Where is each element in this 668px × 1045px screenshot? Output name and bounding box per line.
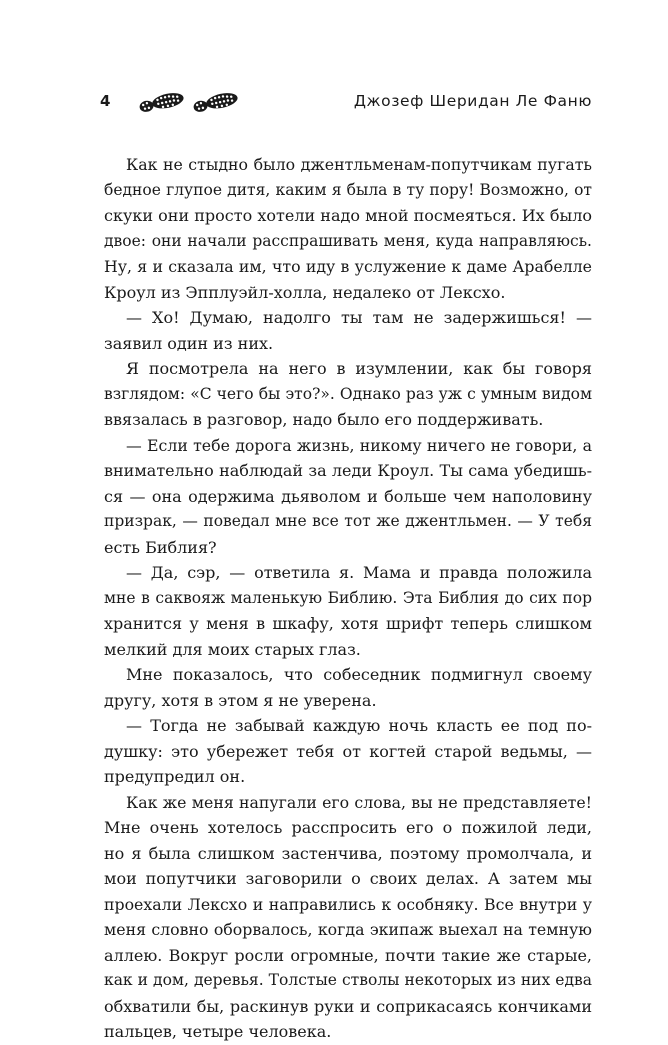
text-line: Ну, я и сказала им, что иду в услужение к даме Арабелле: [104, 257, 592, 276]
text-line: внимательно наблюдай за леди Кроул. Ты сама убедишь-: [104, 461, 592, 480]
text-line: мелкий для моих старых глаз.: [104, 639, 361, 659]
paragraph: [104, 356, 592, 433]
text-line: призрак, — поведал мне все тот же джентльмен. — У тебя: [104, 512, 592, 530]
text-line: аллею. Вокруг росли огромные, почти такие же старые,: [104, 945, 592, 965]
text-line: — Если тебе дорога жизнь, никому ничего не говори, а: [126, 435, 592, 455]
text-line: хранится у меня в шкафу, хотя шрифт теперь слишком: [104, 614, 592, 633]
text-line: мои попутчики заговорили о своих делах. А затем мы: [104, 869, 592, 888]
text-line: взглядом: «С чего бы это?». Однако раз уж с умным видом: [104, 384, 592, 403]
text-line: мне в саквояж маленькую Библию. Эта Библия до сих пор: [104, 588, 592, 607]
paragraph: [104, 433, 592, 561]
text-line: предупредил он.: [104, 767, 246, 786]
text-line: ся — она одержима дьяволом и больше чем наполовину: [104, 486, 592, 506]
text-line: Кроул из Эпплуэйл-холла, недалеко от Лексхо.: [104, 282, 506, 302]
text-line: Мне очень хотелось расспросить его о пожилой леди,: [104, 818, 592, 837]
running-title: Джозеф Шеридан Ле Фаню: [353, 92, 592, 110]
text-line: как и дом, деревья. Толстые стволы некоторых из них едва: [104, 971, 592, 989]
text-line: двое: они начали расспрашивать меня, куда направляюсь.: [104, 231, 592, 250]
text-line: другу, хотя в этом я не уверена.: [104, 690, 377, 710]
page-header: [100, 90, 592, 120]
text-line: — Тогда не забывай каждую ночь класть ее под по-: [126, 716, 592, 735]
text-line: ввязалась в разговор, надо было его поддерживать.: [104, 410, 544, 429]
text-line: есть Библия?: [104, 537, 217, 557]
text-line: Как не стыдно было джентльменам-попутчикам пугать: [126, 155, 592, 174]
paragraph: [104, 560, 592, 662]
text-line: обхватили бы, раскинув руки и соприкасаясь кончиками: [104, 996, 592, 1016]
text-line: меня словно оборвалось, когда экипаж выехал на темную: [104, 920, 592, 939]
text-line: — Да, сэр, — ответила я. Мама и правда положила: [126, 563, 592, 582]
footprints-ornament-icon: [136, 90, 246, 114]
text-line: Мне показалось, что собеседник подмигнул своему: [126, 665, 592, 684]
text-line: Я посмотрела на него в изумлении, как бы говоря: [126, 359, 592, 378]
text-line: заявил один из них.: [104, 333, 274, 353]
paragraph: [104, 305, 592, 356]
paragraph: [104, 152, 592, 305]
paragraph: [104, 790, 592, 1045]
text-line: но я была слишком застенчива, поэтому промолчала, и: [104, 843, 592, 863]
text-line: пальцев, четыре человека.: [104, 1022, 332, 1041]
text-line: проехали Лексхо и направились к особняку. Все внутри у: [104, 894, 592, 914]
paragraph: [104, 662, 592, 713]
text-line: — Хо! Думаю, надолго ты там не задержишься! —: [126, 308, 592, 327]
body-text: [104, 152, 592, 1045]
text-line: скуки они просто хотели надо мной посмеяться. Их было: [104, 206, 592, 225]
text-line: Как же меня напугали его слова, вы не представляете!: [126, 792, 592, 812]
page-number: 4: [100, 92, 111, 110]
text-line: душку: это убережет тебя от когтей старой ведьмы, —: [104, 741, 592, 761]
text-line: бедное глупое дитя, каким я была в ту пору! Возможно, от: [104, 180, 592, 199]
paragraph: [104, 713, 592, 790]
